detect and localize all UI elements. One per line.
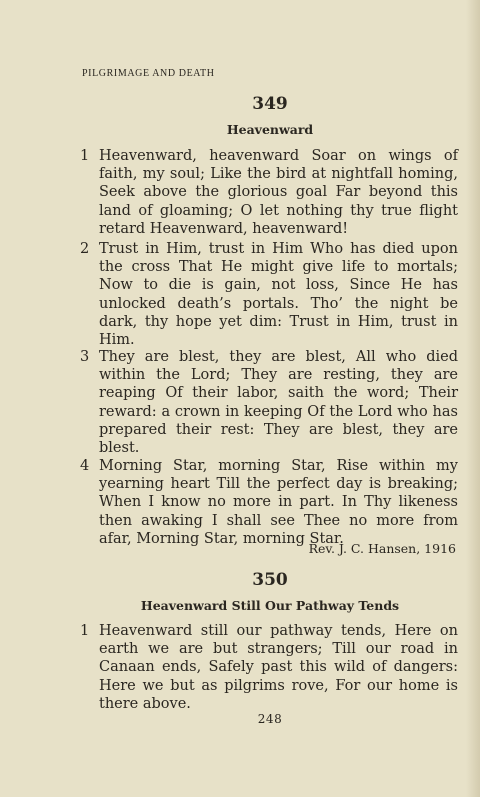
verse-349-1 (80, 147, 458, 238)
hymn-title-349: Heavenward (226, 122, 314, 137)
hymn-number-349: 349 (252, 94, 288, 114)
verse-text: Trust in Him, trust in Him Who has died upon the cross That He might give life to mortals; Now to die is gain, not loss, Since He has unlocked death’s portals. Tho’ the night be dark, thy hope yet dim: Trust in Him, trust in Him. (99, 241, 458, 349)
verse-number: 1 (80, 148, 90, 164)
hymn-title-350: Heavenward Still Our Pathway Tends (140, 598, 400, 613)
section-header: PILGRIMAGE AND DEATH (82, 68, 215, 79)
hymn-attribution-349: Rev. J. C. Hansen, 1916 (308, 541, 456, 556)
verse-text: Morning Star, morning Star, Rise within my yearning heart Till the perfect day is breaking; When I know no more in part. In Thy likeness then awaking I shall see Thee no more from afar, Morning Star, morning Star. (99, 458, 458, 547)
verse-349-4 (80, 457, 458, 548)
verse-349-2 (80, 240, 458, 349)
verse-number: 3 (80, 349, 90, 365)
page-edge-shadow (466, 0, 480, 797)
verse-text: Heavenward, heavenward Soar on wings of faith, my soul; Like the bird at nightfall homing, Seek above the glorious goal Far beyond this land of gloaming; O let nothing thy true flight retard Heavenward, heavenward! (99, 148, 458, 237)
verse-text: Heavenward still our pathway tends, Here on earth we are but strangers; Till our road in Canaan ends, Safely past this wild of dangers: Here we but as pilgrims rove, For our home is there above. (99, 623, 458, 712)
hymn-number-350: 350 (252, 570, 288, 590)
verse-number: 4 (80, 458, 90, 474)
verse-350-1 (80, 622, 458, 713)
page-number: 248 (257, 712, 283, 726)
verse-text: They are blest, they are blest, All who died within the Lord; They are resting, they are reaping Of their labor, saith the word; Their reward: a crown in keeping Of the Lord who has prepared their rest: They are blest, they are blest. (99, 349, 458, 457)
verse-349-3 (80, 348, 458, 457)
verse-number: 1 (80, 623, 90, 639)
verse-number: 2 (80, 241, 90, 257)
